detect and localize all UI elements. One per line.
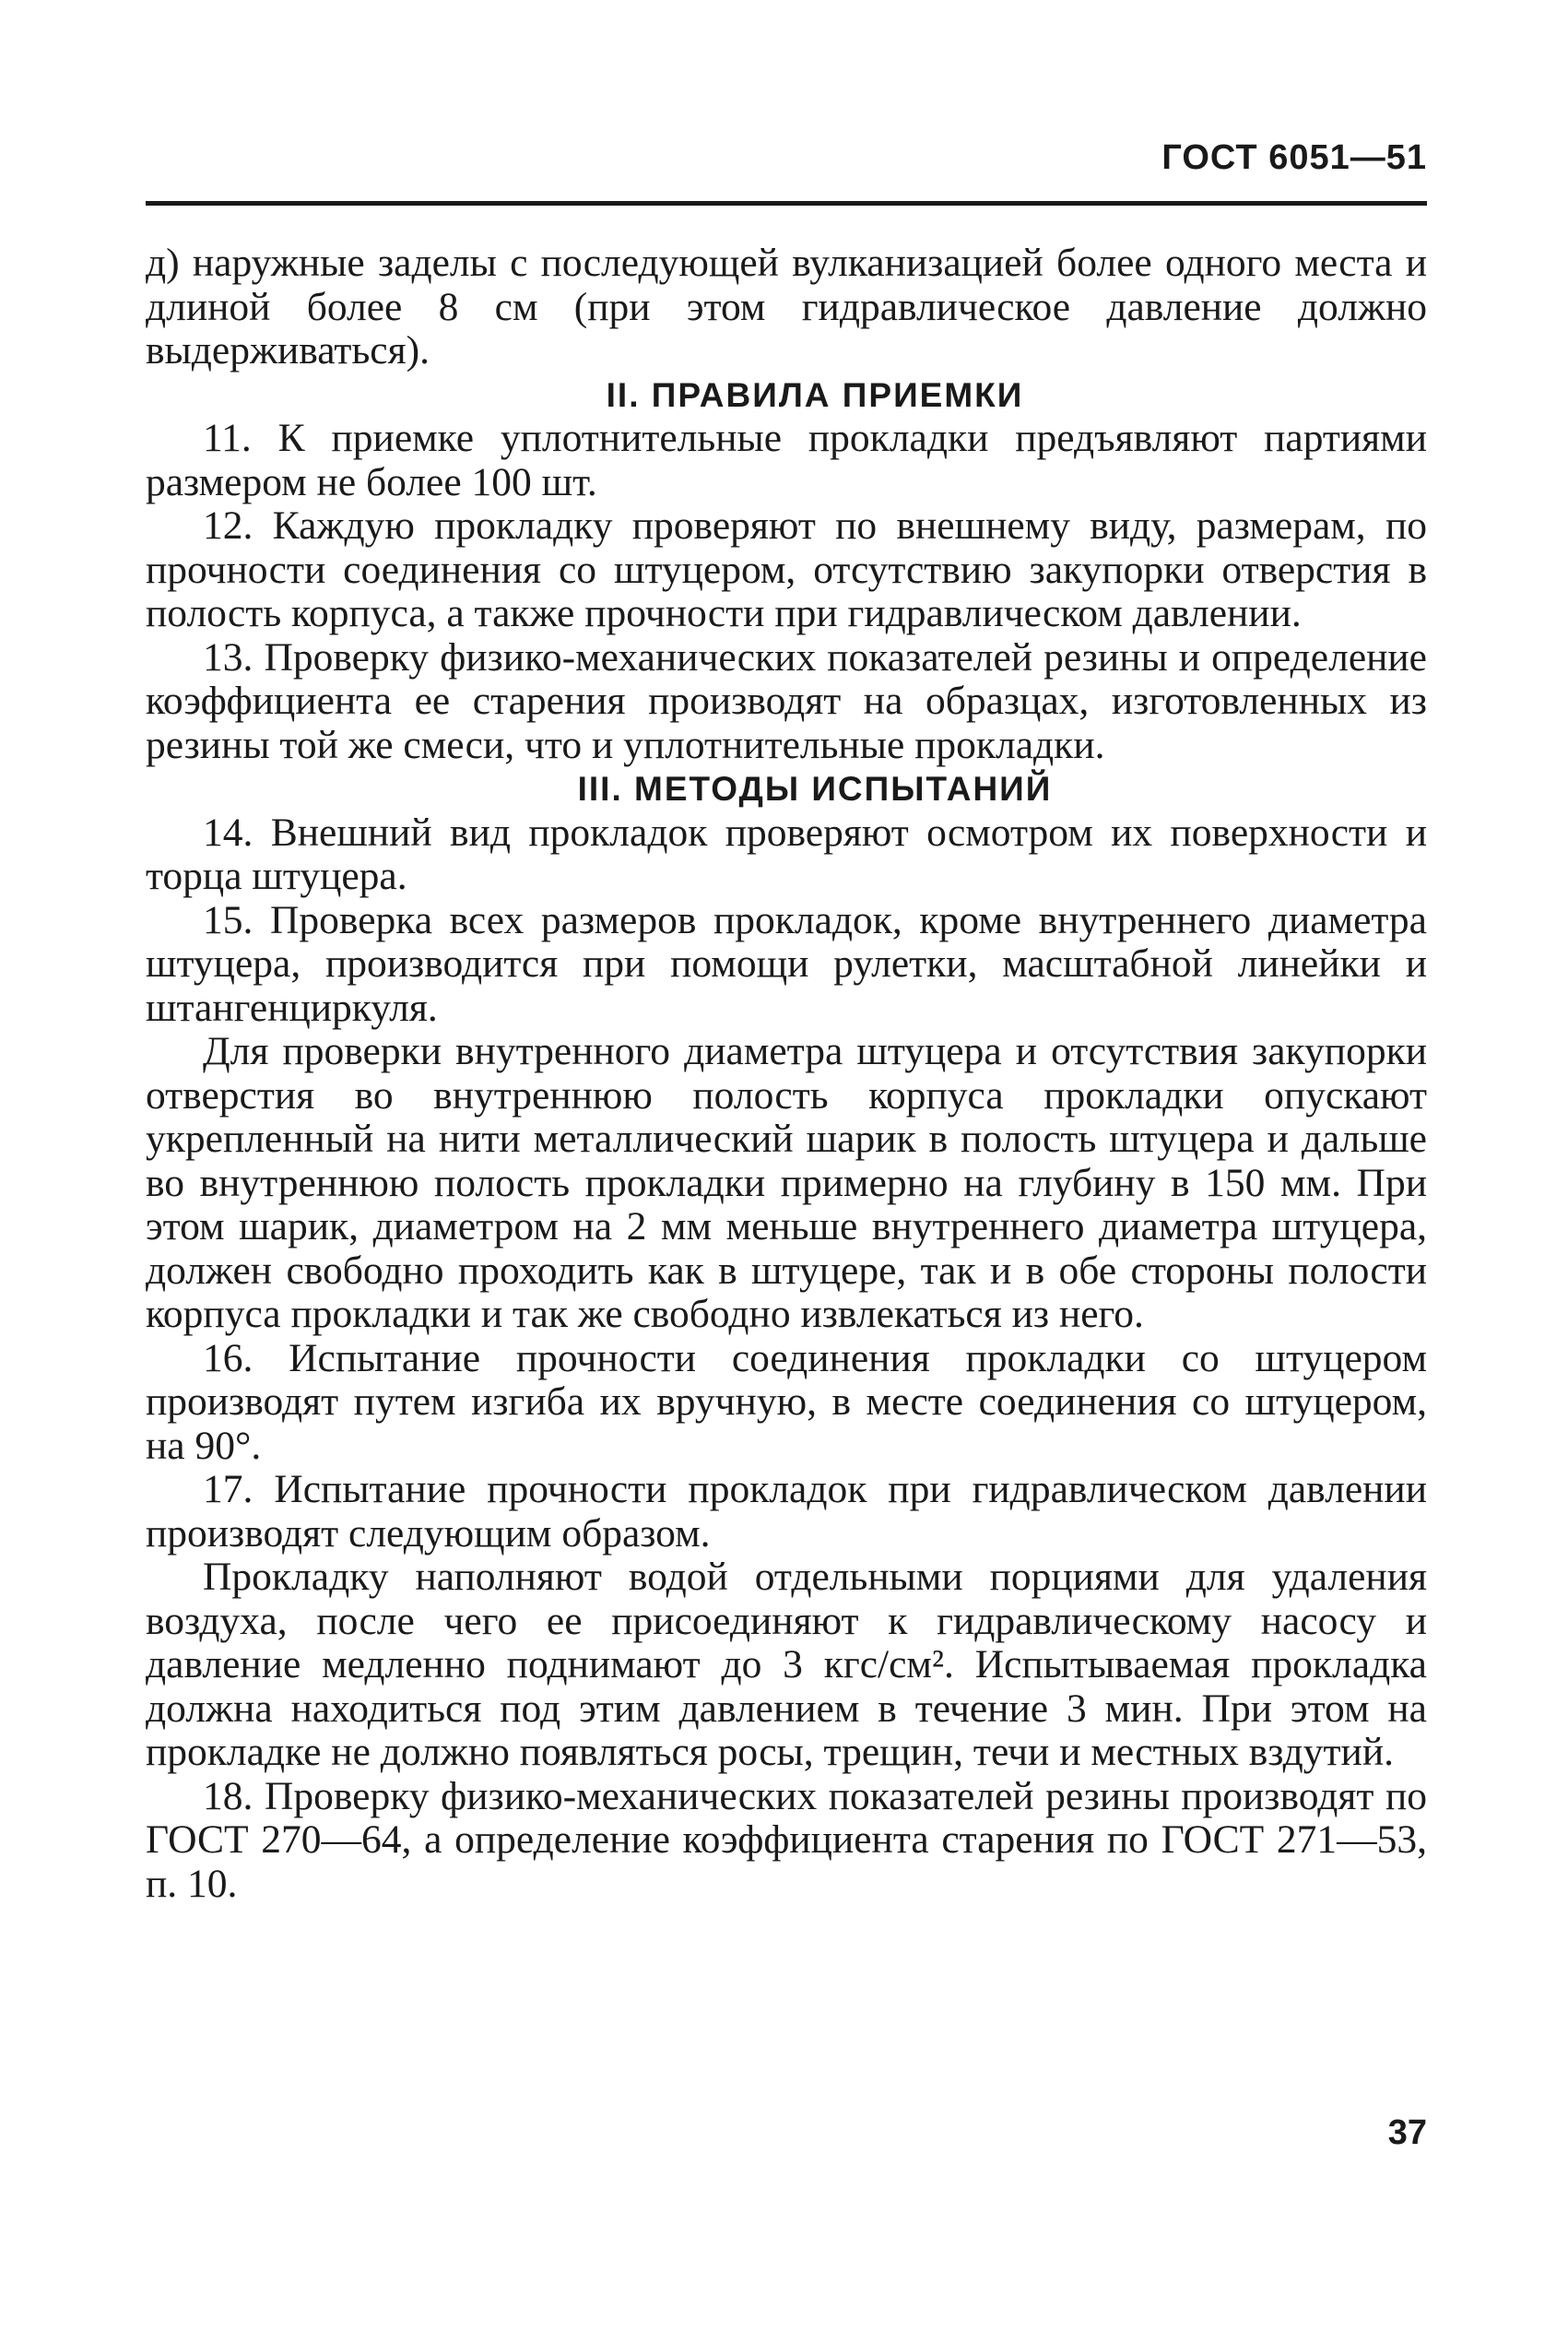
paragraph-12: 12. Каждую прокладку проверяют по внешнему виду, размерам, по прочности соединения со штуцером, отсутствию закупорки отверстия в полость корпуса, а также прочности при гидравлическом давлении. [146, 503, 1427, 635]
paragraph-16: 16. Испытание прочности соединения прокладки со штуцером производят путем изгиба их вручную, в месте соединения со штуцером, на 90°. [146, 1335, 1427, 1468]
paragraph-15-cont: Для проверки внутренного диаметра штуцера и отсутствия закупорки отверстия во внутреннюю полость корпуса прокладки опускают укрепленный на нити металлический шарик в полость штуцера и дальше во внутреннюю полость прокладки примерно на глубину в 150 мм. При этом шарик, диаметром на 2 мм меньше внутреннего диаметра штуцера, должен свободно проходить как в штуцере, так и в обе стороны полости корпуса прокладки и так же свободно извлекаться из него. [146, 1029, 1427, 1336]
paragraph-17: 17. Испытание прочности прокладок при гидравлическом давлении производят следующим образом. [146, 1467, 1427, 1556]
paragraph-11: 11. К приемке уплотнительные прокладки предъявляют партиями размером не более 100 шт. [146, 416, 1427, 504]
standard-code-header: ГОСТ 6051—51 [1161, 138, 1427, 177]
document-body [146, 242, 1427, 1906]
section-heading-test-methods: III. МЕТОДЫ ИСПЫТАНИЙ [577, 770, 1053, 808]
paragraph-15: 15. Проверка всех размеров прокладок, кроме внутреннего диаметра штуцера, производится при помощи рулетки, масштабной линейки и штангенциркуля. [146, 897, 1427, 1030]
paragraph-item-d: д) наружные заделы с последующей вулканизацией более одного места и длиной более 8 см (при этом гидравлическое давление должно выдерживаться). [146, 241, 1427, 373]
page-number: 37 [1387, 2113, 1427, 2152]
section-heading-acceptance-rules: II. ПРАВИЛА ПРИЕМКИ [606, 375, 1024, 414]
header-rule [146, 201, 1427, 206]
paragraph-13: 13. Проверку физико-механических показателей резины и определение коэффициента ее старения производят на образцах, изготовленных из резины той же смеси, что и уплотнительные прокладки. [146, 634, 1427, 767]
paragraph-18: 18. Проверку физико-механических показателей резины производят по ГОСТ 270—64, а определение коэффициента старения по ГОСТ 271—53, п. 10. [146, 1773, 1427, 1906]
paragraph-14: 14. Внешний вид прокладок проверяют осмотром их поверхности и торца штуцера. [146, 810, 1427, 898]
paragraph-17-cont: Прокладку наполняют водой отдельными порциями для удаления воздуха, после чего ее присоединяют к гидравлическому насосу и давление медленно поднимают до 3 кгс/см². Испытываемая прокладка должна находиться под этим давлением в течение 3 мин. При этом на прокладке не должно появляться росы, трещин, течи и местных вздутий. [146, 1555, 1427, 1774]
